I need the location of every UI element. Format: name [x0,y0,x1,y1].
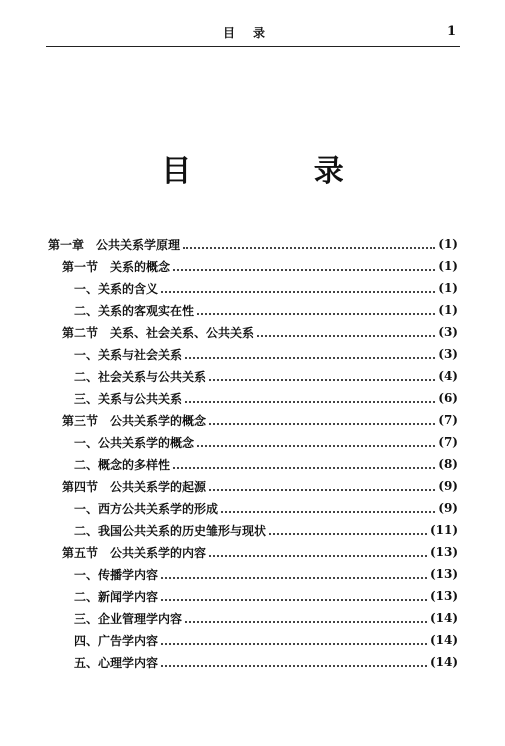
dot-leader [197,445,435,447]
toc-subsection-entry [74,607,458,629]
running-header [46,22,460,47]
running-title: 目录 [222,26,283,40]
toc-subsection-entry [74,563,458,585]
toc-subsection-entry [74,629,458,651]
toc-entry-label: 第一节 关系的概念 [62,259,171,274]
toc-subsection-entry [74,365,458,387]
dot-leader [161,665,427,667]
toc-entry-page: (11) [429,523,458,537]
toc-entry-label: 第一章 公共关系学原理 [48,237,181,252]
toc-entry-page: (3) [438,347,458,361]
dot-leader [185,357,435,359]
toc-entry-page: (1) [438,259,458,273]
dot-leader [221,511,435,513]
dot-leader [185,621,427,623]
dot-leader [209,379,435,381]
toc-entry-page: (1) [438,281,458,295]
dot-leader [209,489,435,491]
toc-entry-page: (6) [438,391,458,405]
toc-section-entry [62,409,458,431]
toc-entry-label: 一、西方公共关系学的形成 [74,501,219,516]
toc-subsection-entry [74,453,458,475]
toc-subsection-entry [74,277,458,299]
toc-entry-label: 二、社会关系与公共关系 [74,369,207,384]
dot-leader [173,467,435,469]
toc-entry-page: (14) [429,633,458,647]
toc-entry-page: (8) [438,457,458,471]
toc-entry-page: (13) [429,567,458,581]
toc-entry-page: (9) [438,501,458,515]
dot-leader [161,599,427,601]
toc-entry-label: 三、关系与公共关系 [74,391,183,406]
toc-entry-label: 四、广告学内容 [74,633,159,648]
toc-entry-label: 二、新闻学内容 [74,589,159,604]
dot-leader [161,643,427,645]
toc-subsection-entry [74,299,458,321]
toc-entry-page: (14) [429,655,458,669]
toc-entry-label: 二、关系的客观实在性 [74,303,195,318]
toc-entry-label: 第二节 关系、社会关系、公共关系 [62,325,255,340]
dot-leader [161,291,435,293]
toc-entry-label: 第五节 公共关系学的内容 [62,545,207,560]
toc-section-entry [62,475,458,497]
toc-entry-label: 一、关系与社会关系 [74,347,183,362]
toc-section-entry [62,255,458,277]
toc-entry-label: 二、概念的多样性 [74,457,171,472]
dot-leader [257,335,435,337]
toc-subsection-entry [74,431,458,453]
dot-leader [209,423,435,425]
toc-section-entry [62,321,458,343]
toc-entry-page: (13) [429,545,458,559]
dot-leader [209,555,427,557]
toc-entry-page: (4) [438,369,458,383]
toc-subsection-entry [74,387,458,409]
toc-entry-page: (7) [438,413,458,427]
toc-entry-page: (7) [438,435,458,449]
dot-leader [197,313,435,315]
toc-entry-page: (13) [429,589,458,603]
toc-entry-label: 第三节 公共关系学的概念 [62,413,207,428]
toc-subsection-entry [74,585,458,607]
toc-entry-page: (1) [438,237,458,251]
toc-chapter-entry [48,233,458,255]
page-title: 目 录 [161,154,400,190]
dot-leader [173,269,435,271]
dot-leader [269,533,427,535]
toc-entry-page: (3) [438,325,458,339]
toc-entry-label: 三、企业管理学内容 [74,611,183,626]
dot-leader [161,577,427,579]
toc-subsection-entry [74,343,458,365]
toc-subsection-entry [74,519,458,541]
toc-subsection-entry [74,497,458,519]
toc-entry-page: (9) [438,479,458,493]
toc-entry-page: (14) [429,611,458,625]
toc-entry-label: 第四节 公共关系学的起源 [62,479,207,494]
toc-section-entry [62,541,458,563]
page-number: 1 [446,24,456,39]
dot-leader [185,401,435,403]
toc-entry-page: (1) [438,303,458,317]
toc-entry-label: 一、关系的含义 [74,281,159,296]
toc-subsection-entry [74,651,458,673]
dot-leader [183,247,435,249]
table-of-contents [0,233,505,673]
toc-entry-label: 一、传播学内容 [74,567,159,582]
toc-entry-label: 一、公共关系学的概念 [74,435,195,450]
toc-entry-label: 五、心理学内容 [74,655,159,670]
toc-entry-label: 二、我国公共关系的历史雏形与现状 [74,523,267,538]
